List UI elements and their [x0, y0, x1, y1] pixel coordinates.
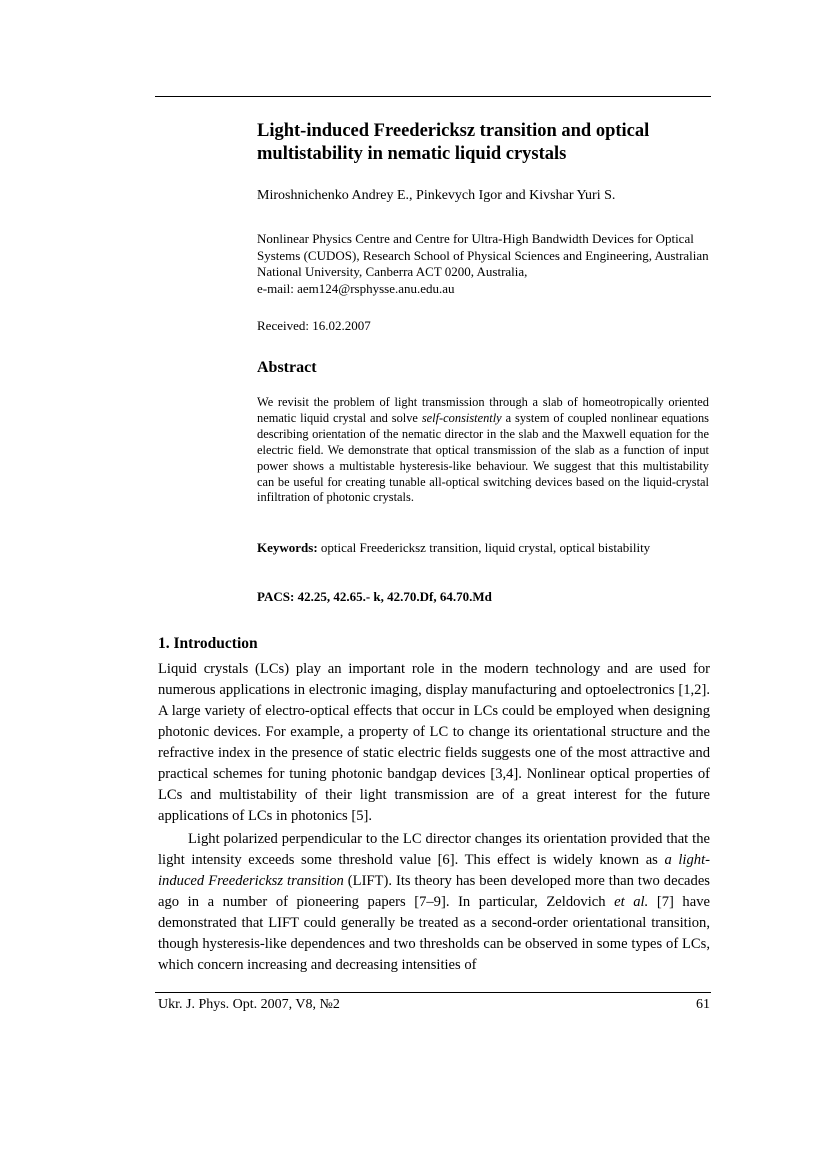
author-list: Miroshnichenko Andrey E., Pinkevych Igor and Kivshar Yuri S.: [257, 188, 616, 203]
pacs-label: PACS:: [257, 589, 295, 604]
abstract-heading: Abstract: [257, 359, 317, 376]
abstract-part-1: We revisit the problem of light transmission through a slab of homeotropically oriented nematic liquid crystal and solve: [257, 395, 709, 425]
keywords-label: Keywords:: [257, 540, 318, 555]
intro-paragraph-1: Liquid crystals (LCs) play an important role in the modern technology and are used for numerous applications in electronic imaging, display manufacturing and optoelectronics [1,2]. A large variety of electro-optical effects that occur in LCs could be employed when designing photonic devices. For example, a property of LC to change its orientational structure and the refractive index in the presence of static electric fields suggests one of the most attractive and practical schemes for tuning photonic bandgap devices [3,4]. Nonlinear optical properties of LCs and multistability of their light transmission are of a great interest for the future applications of LCs in photonics [5].: [158, 661, 710, 824]
keywords-text: optical Freedericksz transition, liquid crystal, optical bistability: [317, 540, 651, 555]
affiliation-text: Nonlinear Physics Centre and Centre for Ultra-High Bandwidth Devices for Optical Systems (CUDOS), Research School of Physical Sciences and Engineering, Australian National University, Canberra ACT 0200, Australia,: [257, 231, 709, 279]
footer-rule: [155, 992, 711, 993]
affiliation-block: [257, 231, 709, 297]
abstract-part-2: a system of coupled nonlinear equations describing orientation of the nematic director in the slab and the Maxwell equation for the electric field. We demonstrate that optical transmission of the slab as a function of input power shows a multistable hysteresis-like behaviour. We suggest that this multistability can be useful for creating tunable all-optical switching devices based on the liquid-crystal infiltration of photonic crystals.: [257, 410, 709, 505]
paper-title: Light-induced Freedericksz transition and optical multistability in nematic liquid crystals: [257, 121, 650, 164]
journal-citation: Ukr. J. Phys. Opt. 2007, V8, №2: [158, 997, 340, 1012]
received-date: Received: 16.02.2007: [257, 318, 371, 333]
intro-p2-part-3: [7] have demonstrated that LIFT could generally be treated as a second-order orientational transition, though hysteresis-like dependences and two thresholds can be observed in some types of LCs, which concern increasing and decreasing intensities of: [158, 894, 710, 973]
page-number: 61: [696, 997, 710, 1012]
intro-p2-part-2: (LIFT). Its theory has been developed more than two decades ago in a number of pioneering papers [7–9]. In particular, Zeldovich: [158, 873, 710, 910]
intro-p2-part-1: Light polarized perpendicular to the LC director changes its orientation provided that the light intensity exceeds some threshold value [6]. This effect is widely known as: [158, 831, 710, 868]
intro-paragraph-2: [158, 829, 710, 976]
keywords-line: [257, 540, 709, 556]
pacs-codes: 42.25, 42.65.- k, 42.70.Df, 64.70.Md: [294, 589, 492, 604]
introduction-heading: 1. Introduction: [158, 635, 258, 652]
intro-p2-emphasis-1: a light-induced Freedericksz transition: [158, 852, 710, 889]
intro-p2-emphasis-2: et al.: [614, 894, 649, 910]
email-address: e-mail: aem124@rsphysse.anu.edu.au: [257, 280, 455, 296]
abstract-text: [257, 395, 709, 506]
header-rule: [155, 96, 711, 97]
abstract-emphasis: self-consistently: [421, 410, 502, 425]
pacs-line: [257, 589, 709, 605]
